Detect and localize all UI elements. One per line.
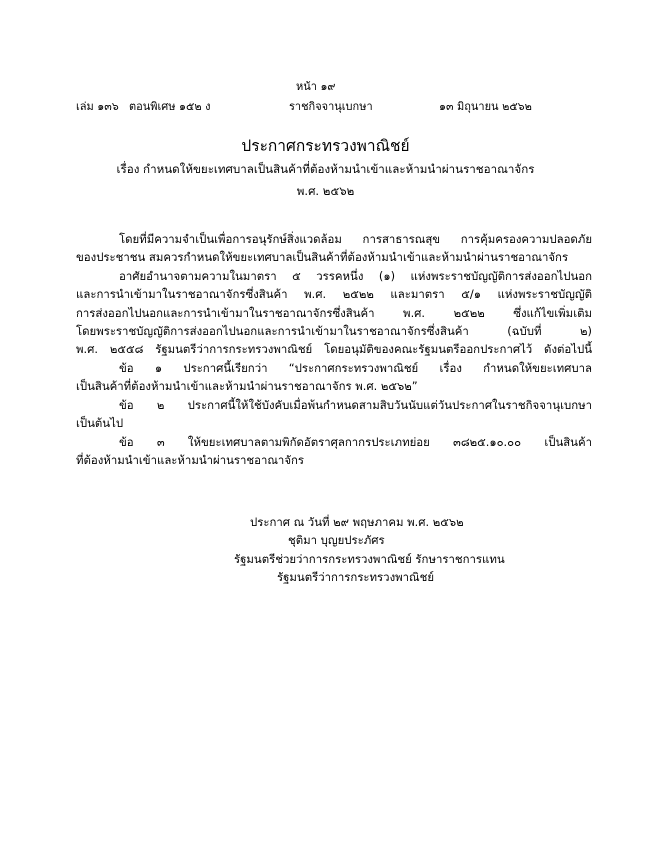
gazette-date: ๑๓ มิถุนายน ๒๕๖๒	[439, 100, 532, 113]
body-line: พ.ศ. ๒๕๕๘ รัฐมนตรีว่าการกระทรวงพาณิชย์ โดยอนุมัติของคณะรัฐมนตรีออกประกาศไว้ ดังต่อไปนี้	[76, 342, 592, 356]
book-number: เล่ม ๑๓๖	[76, 100, 119, 113]
body-line: การส่งออกไปนอกและการนำเข้ามาในราชอาณาจักรซึ่งสินค้า พ.ศ. ๒๕๒๒ ซึ่งแก้ไขเพิ่มเติม	[76, 306, 592, 320]
clause-3-line: ข้อ ๓ ให้ขยะเทศบาลตามพิกัดอัตราศุลกากรประเภทย่อย ๓๘๒๕.๑๐.๐๐ เป็นสินค้า	[119, 435, 592, 449]
signer-position: รัฐมนตรีช่วยว่าการกระทรวงพาณิชย์ รักษาราชการแทน	[234, 552, 505, 566]
clause-1-line: เป็นสินค้าที่ต้องห้ามนำเข้าและห้ามนำผ่านราชอาณาจักร พ.ศ. ๒๕๖๒”	[76, 379, 418, 393]
body-line: ของประชาชน สมควรกำหนดให้ขยะเทศบาลเป็นสินค้าที่ต้องห้ามนำเข้าและห้ามนำผ่านราชอาณาจักร	[76, 250, 569, 264]
clause-2-line: เป็นต้นไป	[76, 416, 124, 430]
announcement-subject: เรื่อง กำหนดให้ขยะเทศบาลเป็นสินค้าที่ต้องห้ามนำเข้าและห้ามนำผ่านราชอาณาจักร	[116, 162, 535, 176]
signer-name: ชุติมา บุญยประภัศร	[288, 533, 385, 547]
page-number: หน้า ๑๙	[296, 80, 336, 93]
announcement-title: ประกาศกระทรวงพาณิชย์	[241, 137, 410, 155]
announcement-date: ประกาศ ณ วันที่ ๒๙ พฤษภาคม พ.ศ. ๒๕๖๒	[250, 515, 464, 529]
announcement-year: พ.ศ. ๒๕๖๒	[296, 184, 355, 198]
clause-1-line: ข้อ ๑ ประกาศนี้เรียกว่า “ประกาศกระทรวงพาณิชย์ เรื่อง กำหนดให้ขยะเทศบาล	[119, 361, 592, 375]
clause-3-line: ที่ต้องห้ามนำเข้าและห้ามนำผ่านราชอาณาจักร	[76, 453, 305, 467]
body-line: และการนำเข้ามาในราชอาณาจักรซึ่งสินค้า พ.ศ. ๒๕๒๒ และมาตรา ๕/๑ แห่งพระราชบัญญัติ	[76, 287, 592, 301]
body-line: โดยที่มีความจำเป็นเพื่อการอนุรักษ์สิ่งแวดล้อม การสาธารณสุข การคุ้มครองความปลอดภัย	[119, 232, 592, 246]
special-issue: ตอนพิเศษ ๑๕๒ ง	[129, 100, 211, 113]
body-line: อาศัยอำนาจตามความในมาตรา ๕ วรรคหนึ่ง (๑) แห่งพระราชบัญญัติการส่งออกไปนอก	[119, 269, 592, 283]
body-line: โดยพระราชบัญญัติการส่งออกไปนอกและการนำเข้ามาในราชอาณาจักรซึ่งสินค้า (ฉบับที่ ๒)	[76, 324, 592, 338]
signer-position-2: รัฐมนตรีว่าการกระทรวงพาณิชย์	[277, 570, 435, 584]
gazette-header-line	[0, 97, 651, 113]
gazette-name: ราชกิจจานุเบกษา	[289, 100, 373, 113]
clause-2-line: ข้อ ๒ ประกาศนี้ให้ใช้บังคับเมื่อพ้นกำหนดสามสิบวันนับแต่วันประกาศในราชกิจจานุเบกษา	[119, 398, 592, 412]
